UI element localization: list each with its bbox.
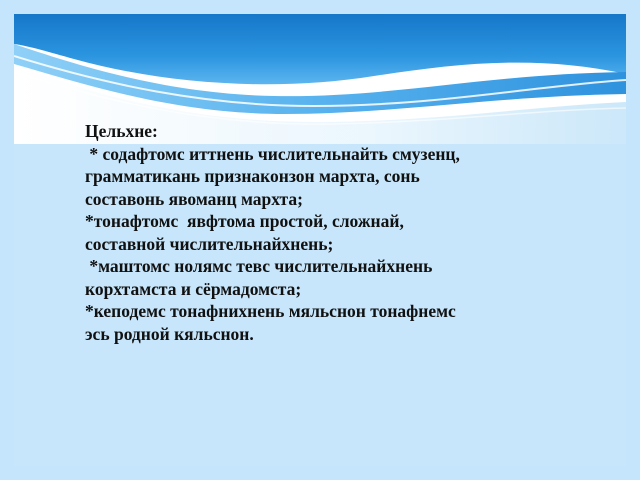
text-line: составной числительнайхнень; [85, 233, 334, 254]
text-line: составонь явоманц мархта; [85, 188, 303, 209]
text-line: *маштомс нолямс тевс числительнайхнень [85, 256, 433, 276]
text-line: * содафтомс иттнень числительнайть смузенц, [85, 143, 460, 164]
text-line: *кеподемс тонафнихнень мяльснон тонафнемс [85, 301, 456, 321]
text-line: грамматикань признаконзон мархта, сонь [85, 166, 420, 186]
text-line: *тонафтомс явфтома простой, сложнай, [85, 211, 404, 231]
slide-heading: Цельхне: [85, 121, 158, 141]
text-line: корхтамста и сёрмадомста; [85, 278, 302, 299]
slide-body-text [85, 120, 565, 345]
text-line: эсь родной кяльснон. [85, 323, 254, 344]
